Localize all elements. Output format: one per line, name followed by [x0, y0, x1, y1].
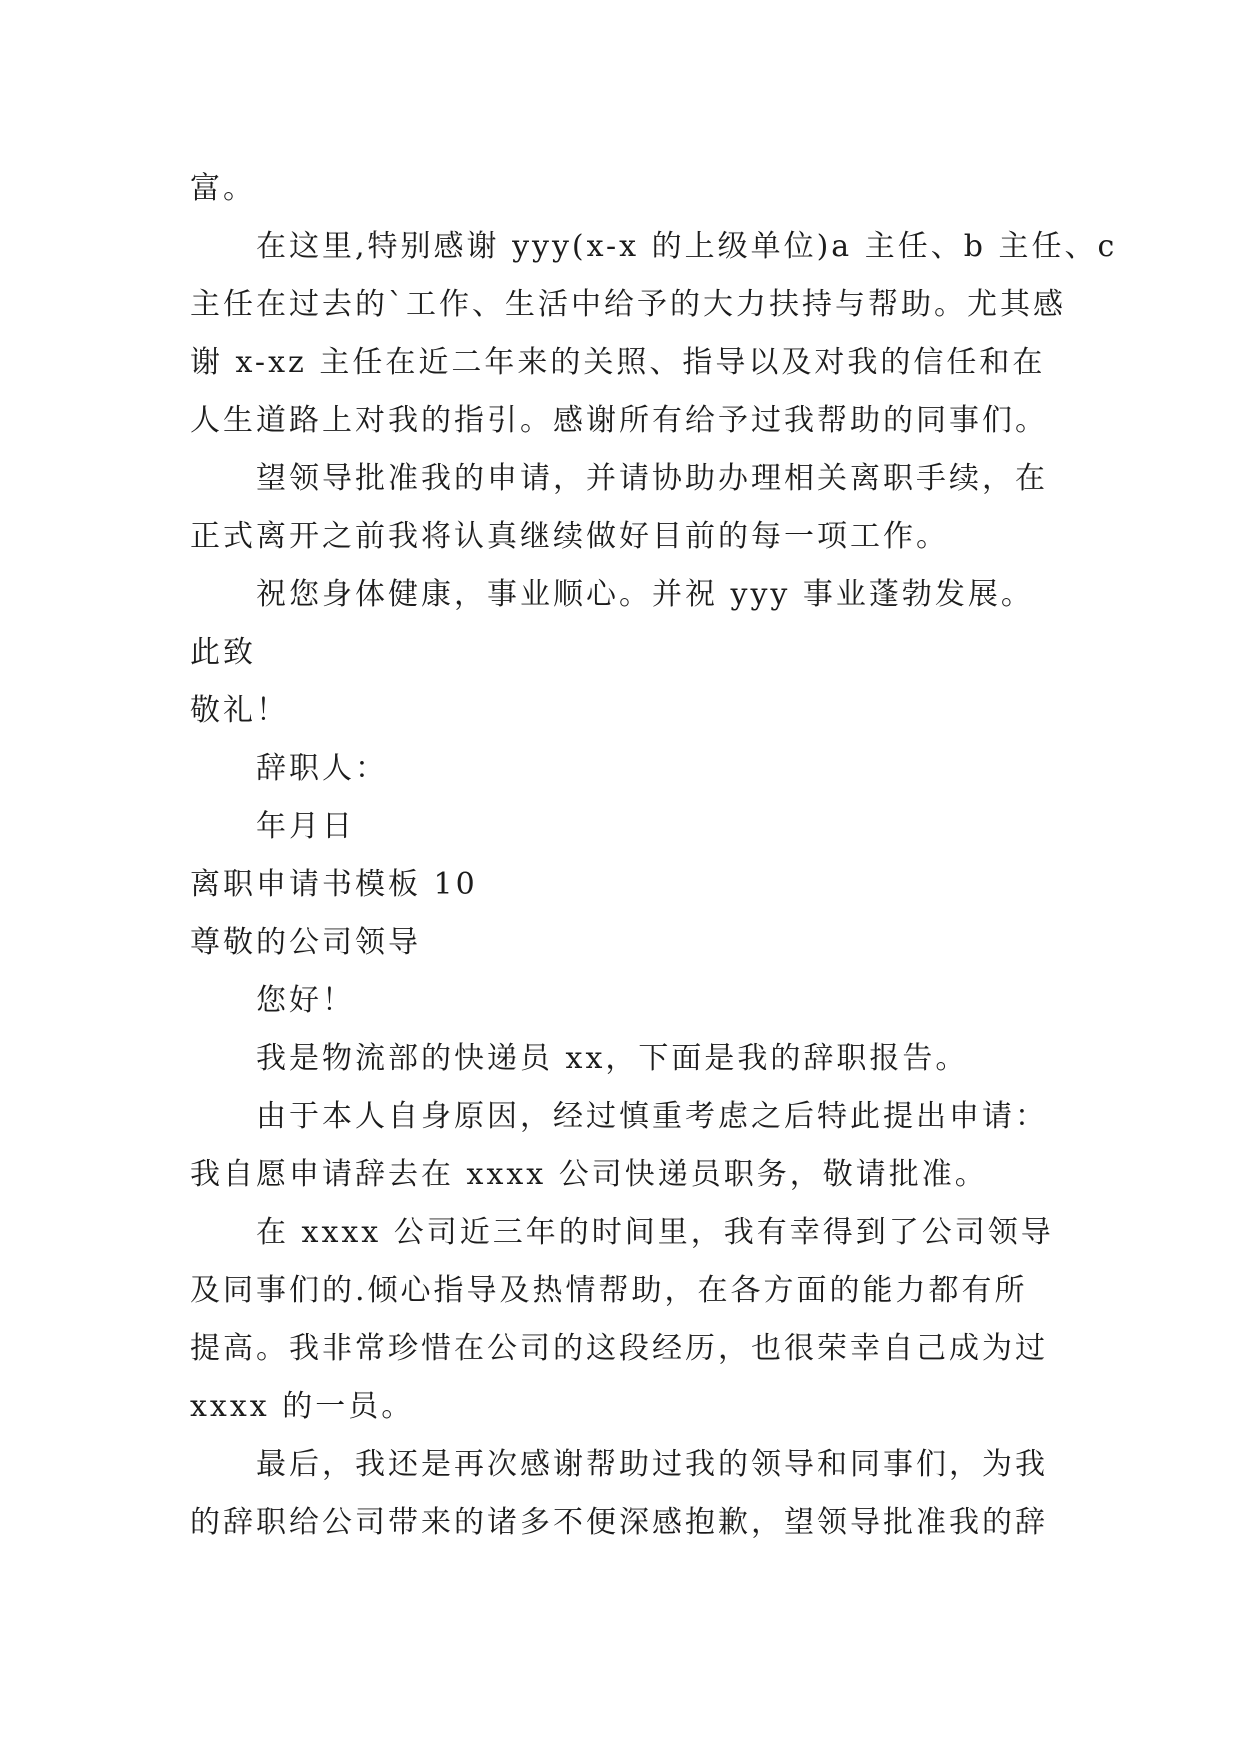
greeting: 您好！ [256, 983, 355, 1018]
text-line: 由于本人自身原因，经过慎重考虑之后特此提出申请： [256, 1099, 1048, 1134]
signature-label: 辞职人： [256, 751, 388, 786]
text-line: 正式离开之前我将认真继续做好目前的每一项工作。 [190, 519, 949, 554]
text-line: 提高。我非常珍惜在公司的这段经历，也很荣幸自己成为过 [190, 1331, 1048, 1366]
text-line: 谢 x-xz 主任在近二年来的关照、指导以及对我的信任和在 [190, 345, 1046, 380]
text-line: 及同事们的.倾心指导及热情帮助，在各方面的能力都有所 [190, 1273, 1028, 1308]
salutation: 尊敬的公司领导 [190, 925, 421, 960]
text-line: 我是物流部的快递员 xx，下面是我的辞职报告。 [256, 1041, 969, 1076]
text-line: 望领导批准我的申请，并请协助办理相关离职手续，在 [256, 461, 1048, 496]
text-line: 最后，我还是再次感谢帮助过我的领导和同事们，为我 [256, 1447, 1048, 1482]
text-line: 的辞职给公司带来的诸多不便深感抱歉，望领导批准我的辞 [190, 1505, 1048, 1540]
text-line: 祝您身体健康，事业顺心。并祝 yyy 事业蓬勃发展。 [256, 577, 1034, 612]
text-line: 富。 [190, 171, 256, 206]
section-title: 离职申请书模板 10 [190, 867, 478, 902]
text-line: 主任在过去的`工作、生活中给予的大力扶持与帮助。尤其感 [190, 287, 1066, 322]
text-line: 我自愿申请辞去在 xxxx 公司快递员职务，敬请批准。 [190, 1157, 988, 1192]
text-line: 在这里,特别感谢 yyy(x-x 的上级单位)a 主任、b 主任、c [256, 229, 1118, 264]
text-line: 人生道路上对我的指引。感谢所有给予过我帮助的同事们。 [190, 403, 1048, 438]
text-line: 在 xxxx 公司近三年的时间里，我有幸得到了公司领导 [256, 1215, 1054, 1250]
closing-line: 此致 [190, 635, 256, 670]
closing-salute: 敬礼！ [190, 693, 289, 728]
text-line: xxxx 的一员。 [190, 1389, 415, 1424]
date-label: 年月日 [256, 809, 355, 844]
document-body [190, 160, 1118, 1552]
